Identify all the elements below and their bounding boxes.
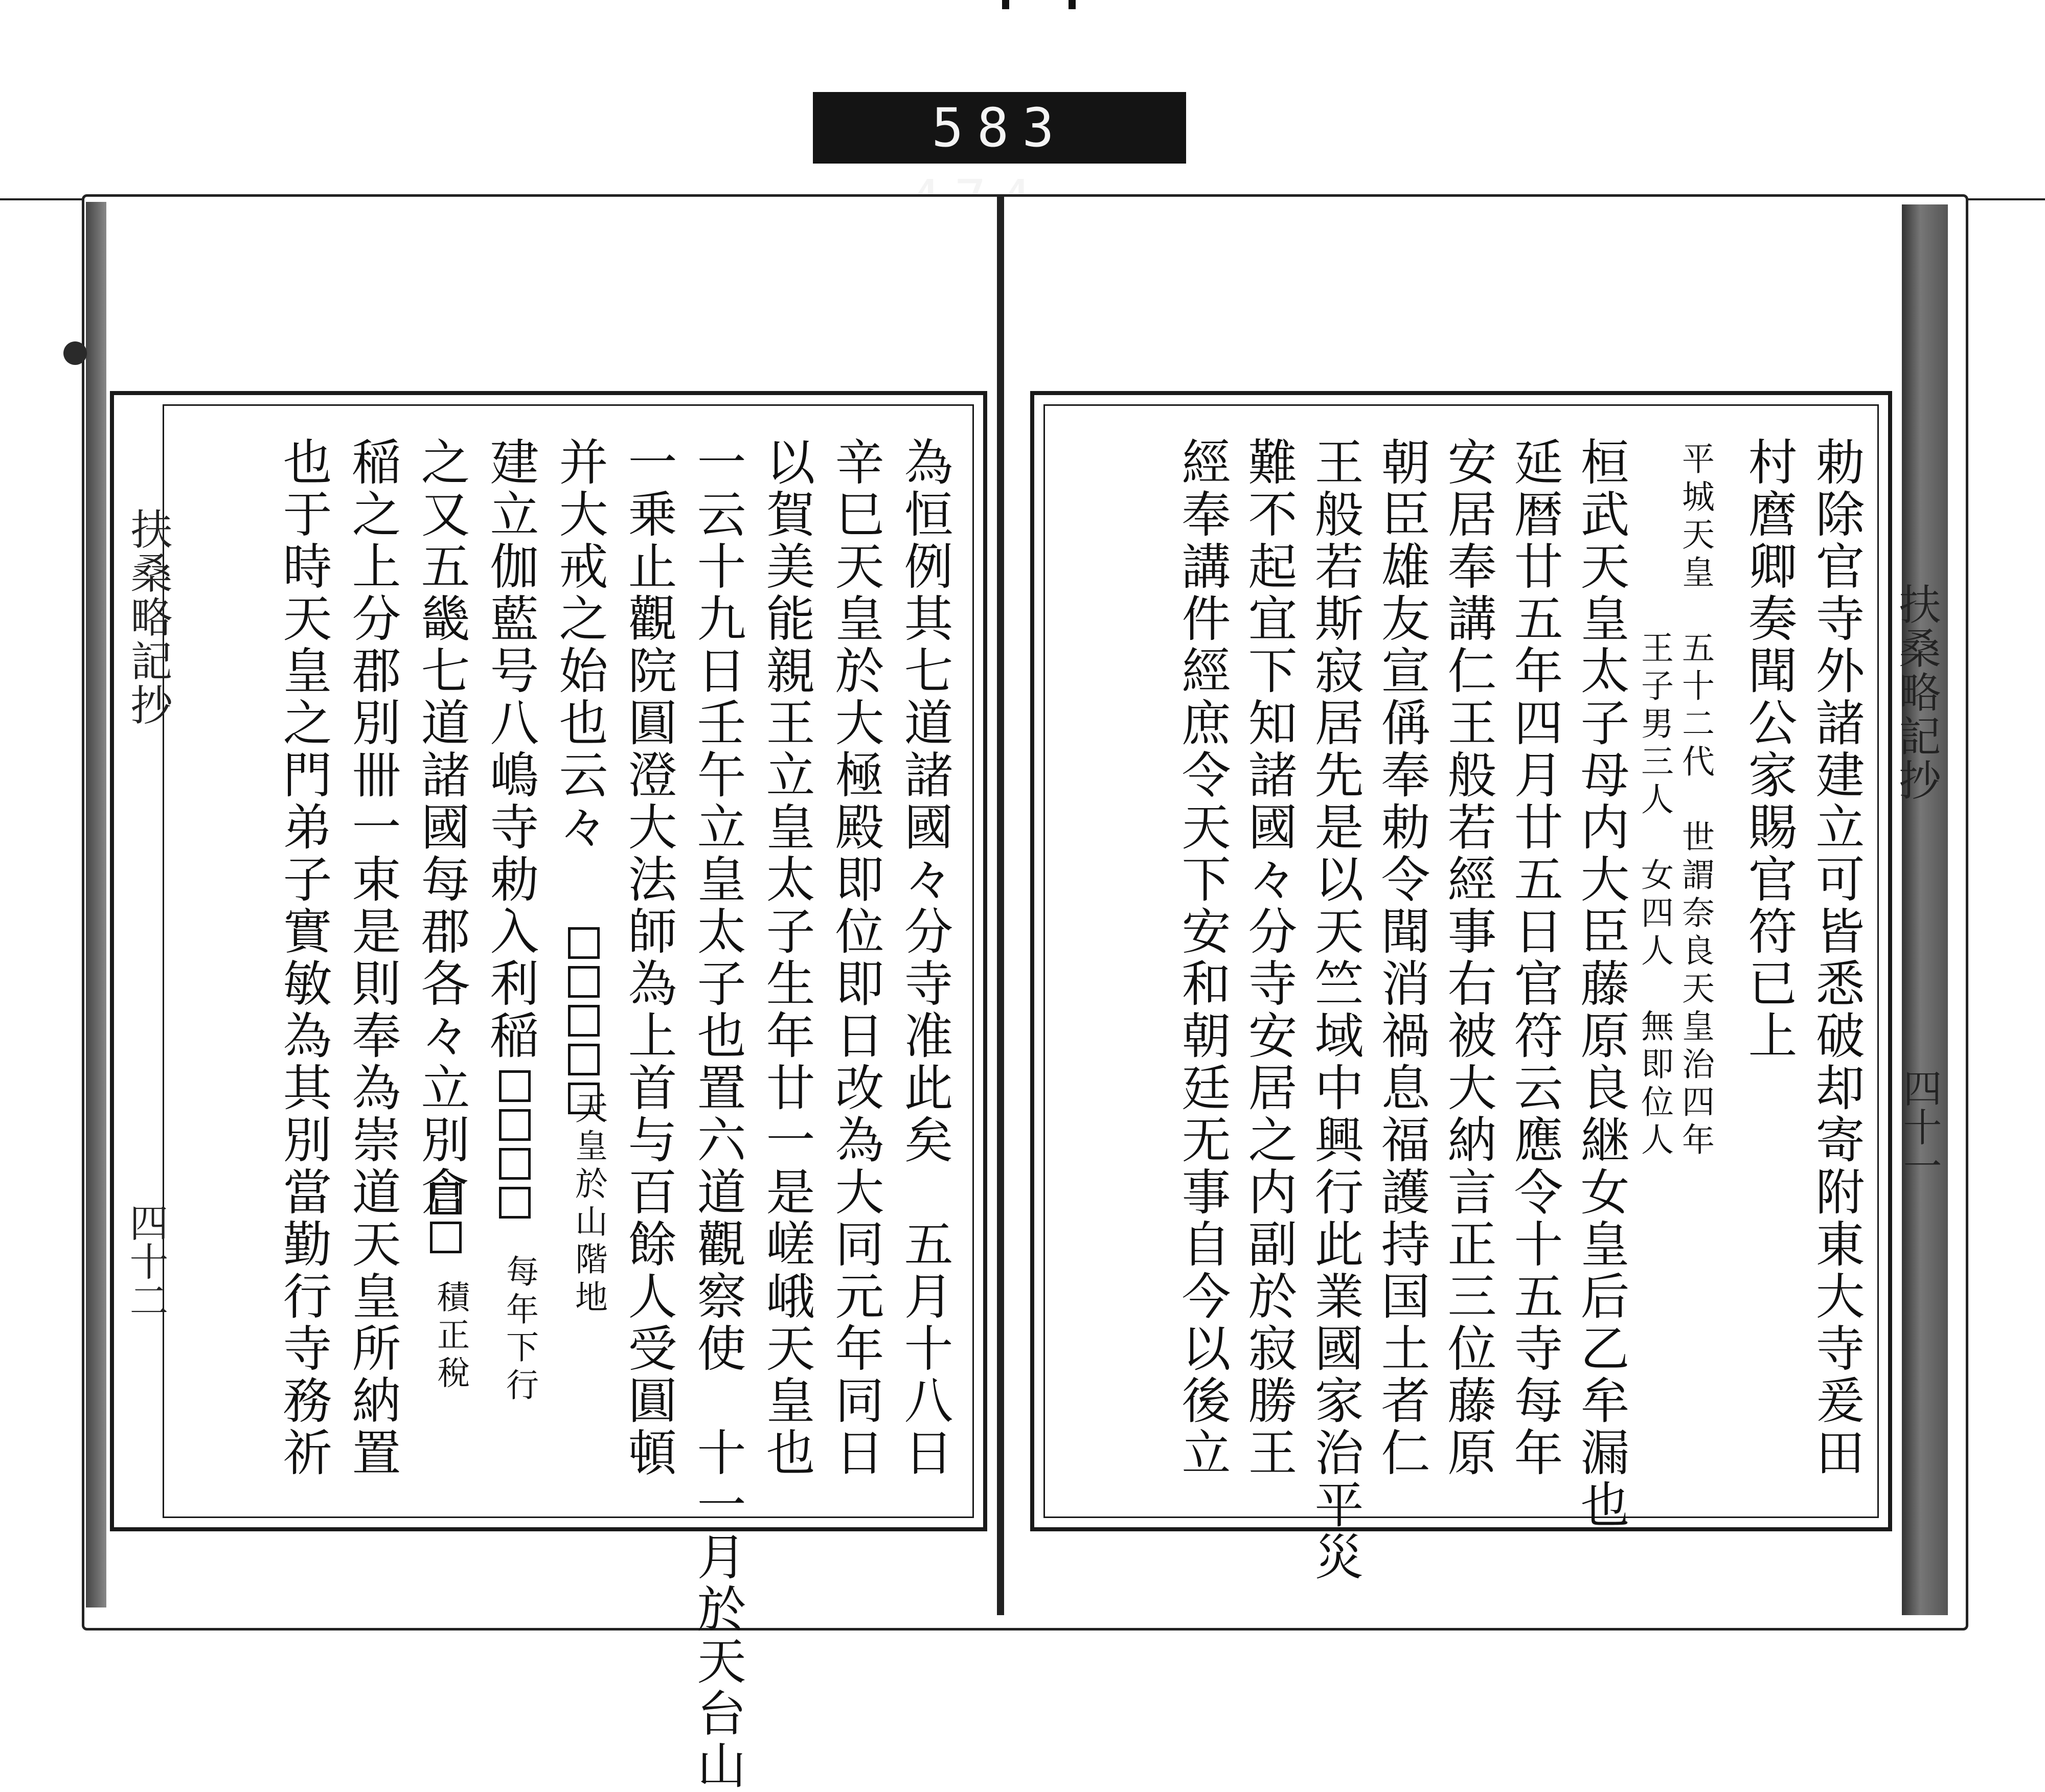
left-column-3: 以賀美能親王立皇太子生年廿一是嵯峨天皇也 — [758, 436, 815, 1479]
right-column-3: 平城天皇 五十二代 世謂奈良天皇治四年 — [1676, 442, 1714, 1160]
missing-characters-c — [430, 1183, 462, 1253]
left-page-edge — [86, 202, 106, 1607]
left-page-text-area — [163, 404, 974, 1792]
left-column-1: 為恒例其七道諸國々分寺准此矣 五月十八日 — [896, 436, 953, 1479]
right-page-frame — [1030, 391, 1892, 1583]
binding-hole — [63, 341, 87, 365]
right-page-text-area — [1043, 404, 1879, 1583]
right-column-2: 村麿卿奏聞公家賜官符已上 — [1740, 436, 1798, 1062]
right-column-8: 王般若斯寂居先是以天竺域中興行此業國家治平災 — [1307, 436, 1364, 1583]
left-column-8: 之又五畿七道諸國每郡各々立別倉 — [413, 436, 470, 1219]
right-page-number: 四十一 — [1897, 1068, 1942, 1185]
left-column-2: 辛巳天皇於大極殿即位即日改為大同元年同日 — [827, 436, 884, 1479]
box-label-1: 天皇於山階地 — [570, 1091, 607, 1318]
right-gutter-title: 扶桑略記抄 — [1892, 583, 1941, 802]
right-column-1: 勅除官寺外諸建立可皆悉破却寄附東大寺爰田 — [1808, 436, 1865, 1479]
box-label-2: 每年下行 — [501, 1254, 538, 1406]
left-column-5: 一乗止觀院圓澄大法師為上首与百餘人受圓頓 — [620, 436, 677, 1479]
left-column-4: 一云十九日壬午立皇太子也置六道觀察使 十一月於天台山 — [689, 436, 746, 1792]
left-column-9: 稲之上分郡別卌一束是則奉為崇道天皇所納置 — [344, 436, 401, 1479]
left-column-10: 也于時天皇之門弟子實敏為其別當勤行寺務祈 — [275, 436, 332, 1479]
right-column-3b: 王子男三人 女四人 無即位人 — [1635, 442, 1673, 1160]
archive-number-left: 583 — [931, 97, 1067, 159]
left-column-6: 并大戒之始也云々 — [551, 436, 608, 854]
left-page-number: 四十二 — [123, 1203, 169, 1319]
left-column-7: 建立伽藍号八嶋寺勅入利稲 — [482, 436, 539, 1062]
left-gutter-title: 扶桑略記抄 — [124, 508, 172, 727]
right-column-7: 朝臣雄友宣偁奉勅令聞消禍息福護持国土者仁 — [1373, 436, 1430, 1479]
scan-edge-mark — [1069, 0, 1076, 9]
archive-label — [813, 92, 1186, 164]
scan-edge-mark — [1002, 0, 1009, 9]
right-column-9: 難不起宜下知諸國々分寺安居之内副於寂勝王 — [1240, 436, 1298, 1479]
box-label-3: 積正稅 — [431, 1280, 469, 1393]
right-column-4: 桓武天皇太子母内大臣藤原良継女皇后乙牟漏也 — [1573, 436, 1630, 1531]
right-column-6: 安居奉講仁王般若經事右被大納言正三位藤原 — [1440, 436, 1497, 1479]
missing-characters-a — [568, 927, 600, 1114]
left-page-frame — [110, 391, 987, 1792]
book-spine — [997, 194, 1004, 1615]
right-column-10: 經奉講件經庶令天下安和朝廷无事自今以後立 — [1174, 436, 1231, 1479]
missing-characters-b — [499, 1070, 531, 1219]
right-page-edge — [1902, 204, 1948, 1615]
right-column-5: 延暦廿五年四月廿五日官符云應令十五寺每年 — [1506, 436, 1563, 1479]
